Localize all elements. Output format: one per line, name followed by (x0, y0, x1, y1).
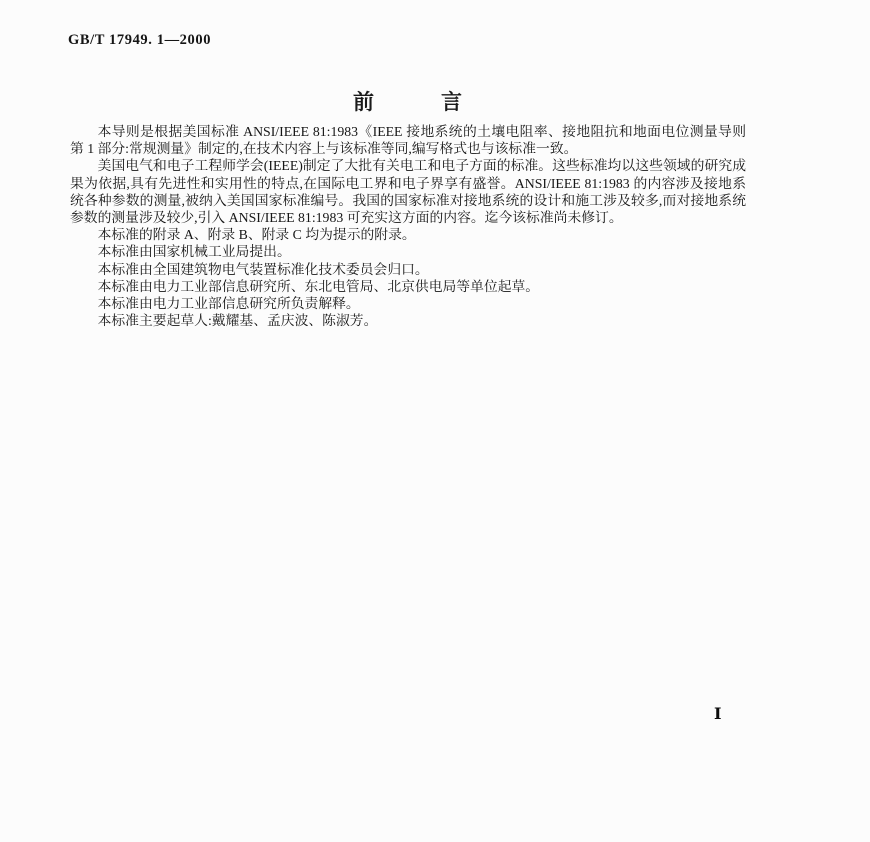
document-body (70, 123, 760, 329)
standard-number: GB/T 17949. 1—2000 (68, 32, 212, 48)
page-number: Ⅰ (714, 704, 722, 723)
paragraph-drafting-units: 本标准由电力工业部信息研究所、东北电管局、北京供电局等单位起草。 (97, 278, 540, 294)
page-title: 前 言 (353, 90, 463, 114)
paragraph-proposed-by: 本标准由国家机械工业局提出。 (97, 244, 291, 260)
paragraph-interpretation: 本标准由电力工业部信息研究所负责解释。 (97, 296, 360, 312)
paragraph-background: 美国电气和电子工程师学会(IEEE)制定了大批有关电工和电子方面的标准。这些标准均以这些领域的研究成果为依据,具有先进性和实用性的特点,在国际电工界和电子界享有盛誉。ANSI/IEEE 81:1983 的内容涉及接地系统各种参数的测量,被纳入美国国家标准编号。我国的国家标准对接地系统的设计和施工涉及较多,而对接地系统参数的测量涉及较少,引入 ANSI/IEEE 81:1983 可充实这方面的内容。迄今该标准尚未修订。 (70, 158, 746, 226)
paragraph-appendices: 本标准的附录 A、附录 B、附录 C 均为提示的附录。 (97, 227, 416, 243)
paragraph-drafters: 本标准主要起草人:戴耀基、孟庆波、陈淑芳。 (97, 313, 378, 329)
paragraph-committee: 本标准由全国建筑物电气装置标准化技术委员会归口。 (97, 261, 429, 277)
paragraph-intro: 本导则是根据美国标准 ANSI/IEEE 81:1983《IEEE 接地系统的土壤电阻率、接地阻抗和地面电位测量导则 第 1 部分:常规测量》制定的,在技术内容上与该标准等同,编写格式也与该标准一致。 (70, 124, 760, 157)
